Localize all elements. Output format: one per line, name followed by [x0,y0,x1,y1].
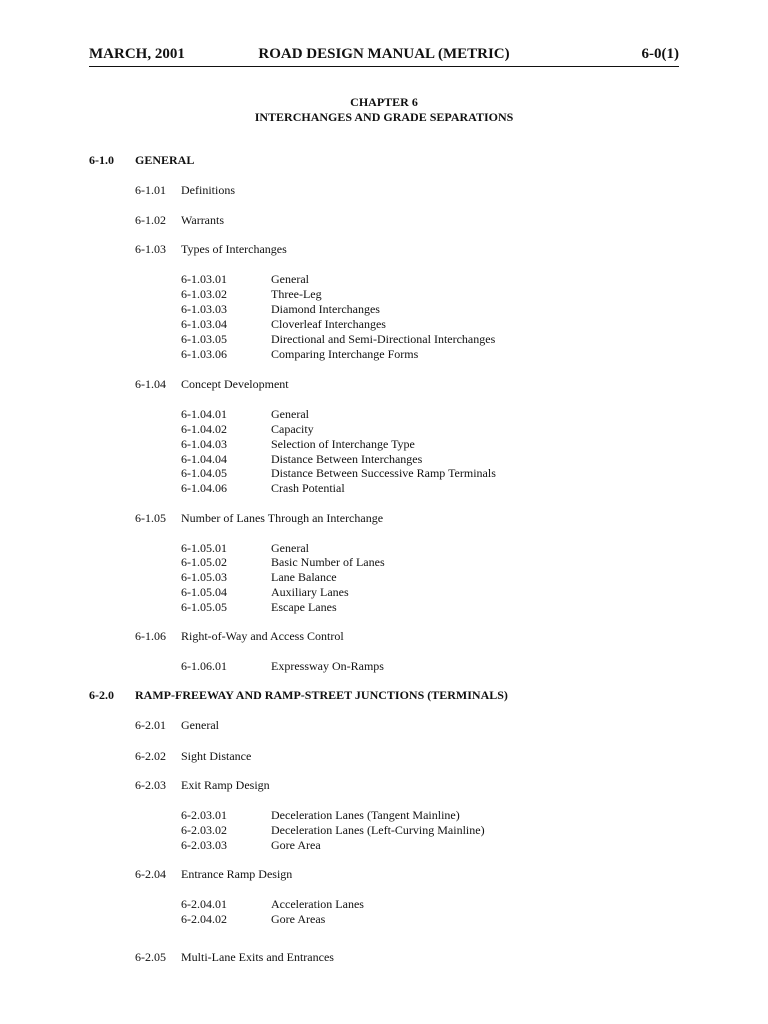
subsection-number: 6-1.01 [135,183,166,197]
section-number: 6-2.0 [89,688,114,702]
header-date: MARCH, 2001 [89,46,185,62]
subsection-title: Concept Development [181,377,289,391]
sub-subsection-title: Auxiliary Lanes [271,585,349,599]
subsection-title: Types of Interchanges [181,242,287,256]
sub-subsection-number: 6-1.04.04 [181,452,227,466]
subsection-title: Warrants [181,213,225,227]
subsection-title: Multi-Lane Exits and Entrances [181,950,334,964]
subsection-number: 6-2.04 [135,867,166,881]
sub-subsection-title: Distance Between Interchanges [271,452,423,466]
sub-subsection-number: 6-1.06.01 [181,659,227,673]
sub-subsection-title: Deceleration Lanes (Tangent Mainline) [271,808,460,822]
sub-subsection-title: Gore Area [271,838,321,852]
sub-subsection-title: Acceleration Lanes [271,897,364,911]
sub-subsection-number: 6-2.03.03 [181,838,227,852]
sub-subsection-title: General [271,407,309,421]
subsection-number: 6-2.02 [135,749,166,763]
chapter-label: CHAPTER 6 [350,95,418,109]
sub-subsection-title: Comparing Interchange Forms [271,347,419,361]
sub-subsection-number: 6-1.05.02 [181,555,227,569]
sub-subsection-number: 6-1.04.02 [181,422,227,436]
sub-subsection-number: 6-1.04.05 [181,466,227,480]
sub-subsection-title: General [271,541,309,555]
sub-subsection-number: 6-1.05.05 [181,600,227,614]
subsection-title: Definitions [181,183,235,197]
section-title: GENERAL [135,153,195,167]
subsection-title: Number of Lanes Through an Interchange [181,511,384,525]
sub-subsection-title: Three-Leg [271,287,322,301]
sub-subsection-number: 6-1.03.03 [181,302,227,316]
subsection-title: Sight Distance [181,749,252,763]
subsection-number: 6-1.04 [135,377,166,391]
header-manual-title: ROAD DESIGN MANUAL (METRIC) [258,46,510,62]
section-title: RAMP-FREEWAY AND RAMP-STREET JUNCTIONS (TERMINALS) [135,688,508,702]
sub-subsection-number: 6-2.04.02 [181,912,227,926]
sub-subsection-number: 6-1.05.04 [181,585,227,599]
subsection-number: 6-1.03 [135,242,166,256]
sub-subsection-number: 6-1.03.02 [181,287,227,301]
sub-subsection-title: Selection of Interchange Type [271,437,415,451]
subsection-title: Exit Ramp Design [181,778,270,792]
sub-subsection-number: 6-1.04.01 [181,407,227,421]
sub-subsection-title: General [271,272,309,286]
sub-subsection-title: Basic Number of Lanes [271,555,385,569]
sub-subsection-title: Gore Areas [271,912,326,926]
subsection-number: 6-1.02 [135,213,166,227]
subsection-number: 6-1.06 [135,629,166,643]
sub-subsection-title: Expressway On-Ramps [271,659,384,673]
sub-subsection-title: Escape Lanes [271,600,337,614]
subsection-title: Entrance Ramp Design [181,867,293,881]
chapter-title: INTERCHANGES AND GRADE SEPARATIONS [254,110,514,124]
subsection-number: 6-1.05 [135,511,166,525]
sub-subsection-title: Crash Potential [271,481,345,495]
sub-subsection-number: 6-1.03.05 [181,332,227,346]
sub-subsection-number: 6-2.03.02 [181,823,227,837]
sub-subsection-title: Capacity [271,422,314,436]
sub-subsection-number: 6-1.03.06 [181,347,227,361]
sub-subsection-title: Deceleration Lanes (Left-Curving Mainline) [271,823,485,837]
subsection-title: General [181,718,219,732]
sub-subsection-number: 6-2.04.01 [181,897,227,911]
sub-subsection-title: Diamond Interchanges [271,302,380,316]
subsection-number: 6-2.01 [135,718,166,732]
subsection-title: Right-of-Way and Access Control [181,629,344,643]
section-number: 6-1.0 [89,153,114,167]
sub-subsection-number: 6-1.03.04 [181,317,227,331]
sub-subsection-number: 6-1.04.06 [181,481,227,495]
sub-subsection-number: 6-1.05.01 [181,541,227,555]
sub-subsection-number: 6-1.05.03 [181,570,227,584]
subsection-number: 6-2.05 [135,950,166,964]
header-page-number: 6-0(1) [641,46,679,62]
subsection-number: 6-2.03 [135,778,166,792]
sub-subsection-title: Directional and Semi-Directional Interchanges [271,332,496,346]
sub-subsection-title: Lane Balance [271,570,337,584]
sub-subsection-title: Cloverleaf Interchanges [271,317,386,331]
sub-subsection-title: Distance Between Successive Ramp Terminals [271,466,496,480]
sub-subsection-number: 6-1.04.03 [181,437,227,451]
sub-subsection-number: 6-2.03.01 [181,808,227,822]
sub-subsection-number: 6-1.03.01 [181,272,227,286]
page-header [89,46,679,67]
